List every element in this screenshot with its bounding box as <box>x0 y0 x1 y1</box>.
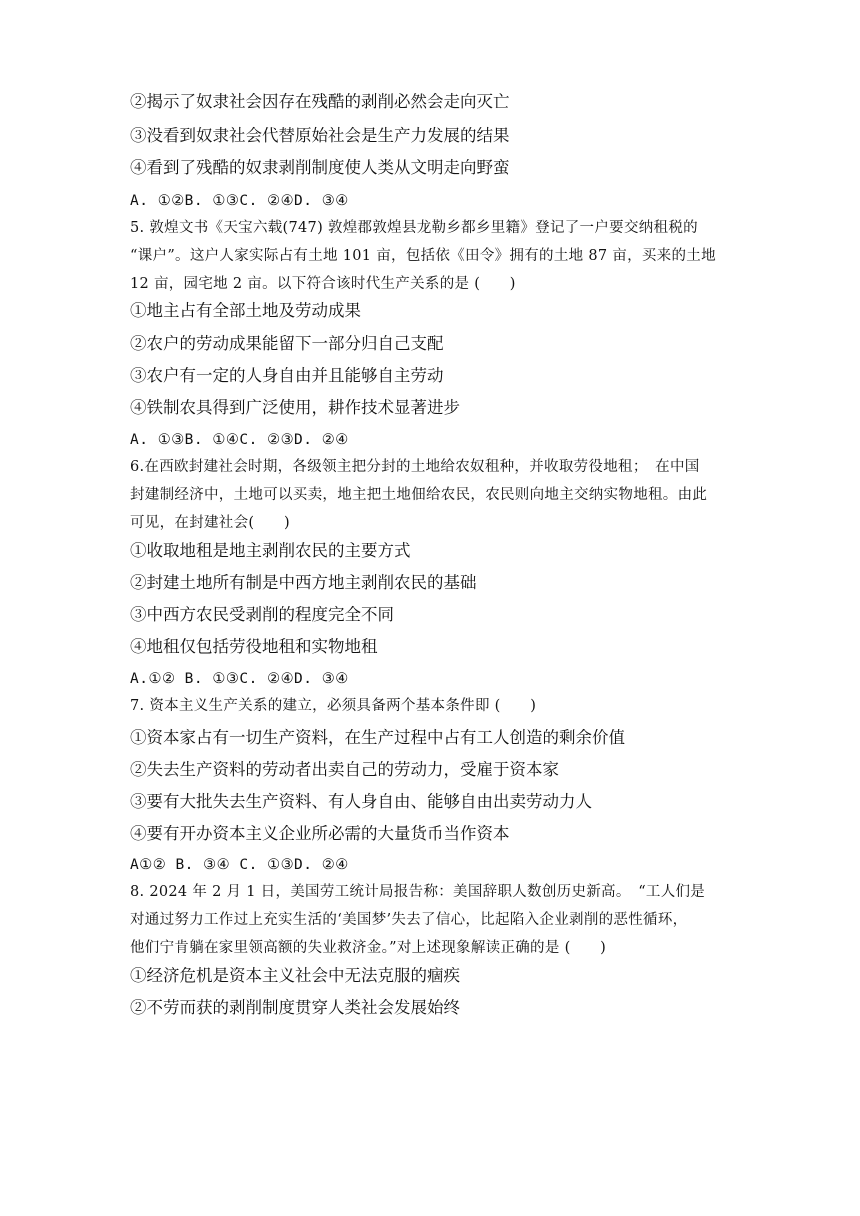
option-1-q8: ①经济危机是资本主义社会中无法克服的痼疾 <box>130 966 460 985</box>
question-8-stem: 对通过努力工作过上充实生活的‘美国梦’失去了信心，比起陷入企业剥削的恶性循环， <box>130 912 688 928</box>
option-4-q7: ④要有开办资本主义企业所必需的大量货币当作资本 <box>130 824 510 843</box>
option-2-q4: ②揭示了奴隶社会因存在残酷的剥削必然会走向灭亡 <box>130 92 510 111</box>
option-4-q4: ④看到了残酷的奴隶剥削制度使人类从文明走向野蛮 <box>130 158 510 177</box>
question-8-stem: 他们宁肯躺在家里领高额的失业救济金。”对上述现象解读正确的是 ( ) <box>130 940 607 956</box>
option-3-q7: ③要有大批失去生产资料、有人身自由、能够自由出卖劳动力人 <box>130 792 592 811</box>
question-8-stem: 8. 2024 年 2 月 1 日，美国劳工统计局报告称：美国辞职人数创历史新高。 “工人们是 <box>130 884 706 900</box>
answer-choices-q5: A. ①③B. ①④C. ②③D. ②④ <box>130 432 349 448</box>
option-1-q7: ①资本家占有一切生产资料，在生产过程中占有工人创造的剩余价值 <box>130 728 625 747</box>
option-3-q4: ③没看到奴隶社会代替原始社会是生产力发展的结果 <box>130 126 510 145</box>
answer-choices-q7: A①② B. ③④ C. ①③D. ②④ <box>130 857 349 873</box>
question-5-stem: “课户”。这户人家实际占有土地 101 亩，包括依《田令》拥有的土地 87 亩，买来的土地 <box>130 248 716 264</box>
option-3-q5: ③农户有一定的人身自由并且能够自主劳动 <box>130 366 444 385</box>
option-2-q7: ②失去生产资料的劳动者出卖自己的劳动力，受雇于资本家 <box>130 760 559 779</box>
question-6-stem: 6.在西欧封建社会时期，各级领主把分封的土地给农奴租种，并收取劳役地租； 在中国 <box>130 459 700 475</box>
question-7-stem: 7. 资本主义生产关系的建立，必须具备两个基本条件即 ( ) <box>130 698 537 714</box>
option-4-q5: ④铁制农具得到广泛使用，耕作技术显著进步 <box>130 398 460 417</box>
option-1-q6: ①收取地租是地主剥削农民的主要方式 <box>130 541 411 560</box>
option-3-q6: ③中西方农民受剥削的程度完全不同 <box>130 605 394 624</box>
question-5-stem: 5. 敦煌文书《天宝六载(747) 敦煌郡敦煌县龙勒乡都乡里籍》登记了一户要交纳租税的 <box>130 220 698 236</box>
answer-choices-q4: A. ①②B. ①③C. ②④D. ③④ <box>130 193 349 209</box>
question-5-stem: 12 亩，园宅地 2 亩。以下符合该时代生产关系的是 ( ) <box>130 276 516 292</box>
option-4-q6: ④地租仅包括劳役地租和实物地租 <box>130 637 378 656</box>
option-1-q5: ①地主占有全部土地及劳动成果 <box>130 301 361 320</box>
question-6-stem: 封建制经济中，土地可以买卖，地主把土地佃给农民，农民则向地主交纳实物地租。由此 <box>130 487 708 503</box>
option-2-q8: ②不劳而获的剥削制度贯穿人类社会发展始终 <box>130 998 460 1017</box>
answer-choices-q6: A.①② B. ①③C. ②④D. ③④ <box>130 671 349 687</box>
option-2-q5: ②农户的劳动成果能留下一部分归自己支配 <box>130 334 444 353</box>
option-2-q6: ②封建土地所有制是中西方地主剥削农民的基础 <box>130 573 477 592</box>
question-6-stem: 可见，在封建社会( ) <box>130 515 290 531</box>
